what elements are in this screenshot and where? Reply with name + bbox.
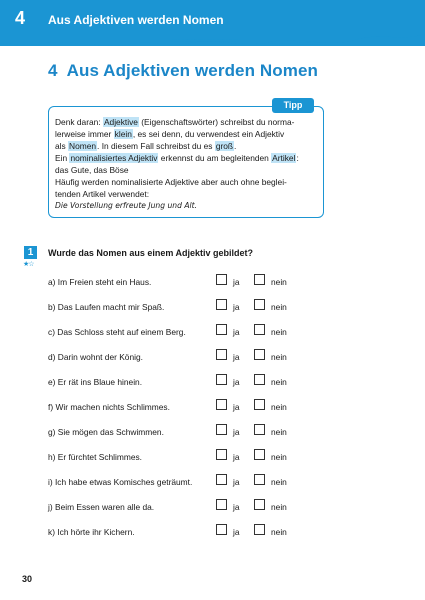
highlight-term: Adjektive bbox=[103, 117, 138, 127]
exercise-sentence: f) Wir machen nichts Schlimmes. bbox=[48, 402, 170, 412]
exercise-sentence: k) Ich hörte ihr Kichern. bbox=[48, 527, 135, 537]
highlight-term: klein bbox=[114, 129, 132, 139]
exercise-item-row bbox=[48, 399, 368, 415]
nein-label: nein bbox=[271, 427, 287, 437]
ja-label: ja bbox=[233, 452, 240, 462]
exercise-sentence: g) Sie mögen das Schwimmen. bbox=[48, 427, 164, 437]
nein-checkbox[interactable] bbox=[254, 349, 265, 360]
tip-line: Ein nominalisiertes Adjektiv erkennst du am begleitenden Artikel: bbox=[55, 153, 299, 163]
ja-checkbox[interactable] bbox=[216, 274, 227, 285]
tip-line: als Nomen. In diesem Fall schreibst du es groß. bbox=[55, 141, 237, 151]
ja-label: ja bbox=[233, 402, 240, 412]
ja-checkbox[interactable] bbox=[216, 524, 227, 535]
banner-chapter-number: 4 bbox=[15, 8, 26, 28]
exercise-item-row bbox=[48, 524, 368, 540]
exercise-item-row bbox=[48, 374, 368, 390]
nein-label: nein bbox=[271, 452, 287, 462]
ja-label: ja bbox=[233, 377, 240, 387]
exercise-item-row bbox=[48, 349, 368, 365]
banner-chapter-title: Aus Adjektiven werden Nomen bbox=[48, 13, 224, 27]
exercise-item-row bbox=[48, 324, 368, 340]
exercise-item-row bbox=[48, 299, 368, 315]
ja-label: ja bbox=[233, 302, 240, 312]
exercise-item-row bbox=[48, 449, 368, 465]
nein-label: nein bbox=[271, 327, 287, 337]
ja-checkbox[interactable] bbox=[216, 449, 227, 460]
nein-checkbox[interactable] bbox=[254, 299, 265, 310]
exercise-sentence: h) Er fürchtet Schlimmes. bbox=[48, 452, 143, 462]
nein-label: nein bbox=[271, 302, 287, 312]
tip-line: Denk daran: Adjektive (Eigenschaftswörter) schreibst du norma- bbox=[55, 117, 295, 127]
highlight-term: groß bbox=[215, 141, 234, 151]
ja-label: ja bbox=[233, 477, 240, 487]
nein-checkbox[interactable] bbox=[254, 274, 265, 285]
ja-label: ja bbox=[233, 277, 240, 287]
exercise-sentence: j) Beim Essen waren alle da. bbox=[48, 502, 155, 512]
page-number: 30 bbox=[22, 574, 33, 584]
nein-label: nein bbox=[271, 402, 287, 412]
tip-text bbox=[55, 116, 320, 212]
nein-checkbox[interactable] bbox=[254, 449, 265, 460]
ja-label: ja bbox=[233, 502, 240, 512]
nein-label: nein bbox=[271, 477, 287, 487]
nein-label: nein bbox=[271, 502, 287, 512]
tip-label: Tipp bbox=[272, 98, 314, 113]
exercise-item-row bbox=[48, 274, 368, 290]
highlight-term: Artikel bbox=[272, 153, 296, 163]
banner-brush-edge bbox=[0, 28, 425, 50]
ja-checkbox[interactable] bbox=[216, 474, 227, 485]
exercise-item-row bbox=[48, 474, 368, 490]
ja-checkbox[interactable] bbox=[216, 299, 227, 310]
highlight-term: nominalisiertes Adjektiv bbox=[70, 153, 158, 163]
exercise-item-row bbox=[48, 499, 368, 515]
nein-checkbox[interactable] bbox=[254, 474, 265, 485]
exercise-item-row bbox=[48, 424, 368, 440]
ja-label: ja bbox=[233, 527, 240, 537]
nein-checkbox[interactable] bbox=[254, 399, 265, 410]
highlight-term: Nomen bbox=[69, 141, 97, 151]
nein-label: nein bbox=[271, 352, 287, 362]
exercise-sentence: c) Das Schloss steht auf einem Berg. bbox=[48, 327, 186, 337]
ja-checkbox[interactable] bbox=[216, 499, 227, 510]
ja-label: ja bbox=[233, 427, 240, 437]
exercise-sentence: e) Er rät ins Blaue hinein. bbox=[48, 377, 143, 387]
nein-checkbox[interactable] bbox=[254, 374, 265, 385]
nein-label: nein bbox=[271, 527, 287, 537]
nein-label: nein bbox=[271, 277, 287, 287]
difficulty-stars-icon: ★☆ bbox=[23, 261, 34, 268]
exercise-sentence: a) Im Freien steht ein Haus. bbox=[48, 277, 152, 287]
nein-label: nein bbox=[271, 377, 287, 387]
tip-line: Häufig werden nominalisierte Adjektive aber auch ohne beglei- bbox=[55, 177, 287, 187]
tip-line: tenden Artikel verwendet: bbox=[55, 189, 150, 199]
exercise-sentence: d) Darin wohnt der König. bbox=[48, 352, 143, 362]
exercise-sentence: i) Ich habe etwas Komisches geträumt. bbox=[48, 477, 193, 487]
nein-checkbox[interactable] bbox=[254, 524, 265, 535]
ja-checkbox[interactable] bbox=[216, 324, 227, 335]
exercise-number-badge: 1 bbox=[24, 246, 37, 259]
tip-line: lerweise immer klein, es sei denn, du verwendest ein Adjektiv bbox=[55, 129, 285, 139]
tip-line: das Gute, das Böse bbox=[55, 165, 129, 175]
tip-example: Die Vorstellung erfreute Jung und Alt. bbox=[55, 201, 198, 210]
nein-checkbox[interactable] bbox=[254, 424, 265, 435]
ja-label: ja bbox=[233, 352, 240, 362]
exercise-question: Wurde das Nomen aus einem Adjektiv gebildet? bbox=[48, 248, 254, 258]
ja-checkbox[interactable] bbox=[216, 374, 227, 385]
chapter-title: 4 Aus Adjektiven werden Nomen bbox=[48, 61, 319, 80]
ja-checkbox[interactable] bbox=[216, 424, 227, 435]
ja-checkbox[interactable] bbox=[216, 349, 227, 360]
ja-checkbox[interactable] bbox=[216, 399, 227, 410]
ja-label: ja bbox=[233, 327, 240, 337]
nein-checkbox[interactable] bbox=[254, 324, 265, 335]
nein-checkbox[interactable] bbox=[254, 499, 265, 510]
exercise-sentence: b) Das Laufen macht mir Spaß. bbox=[48, 302, 165, 312]
